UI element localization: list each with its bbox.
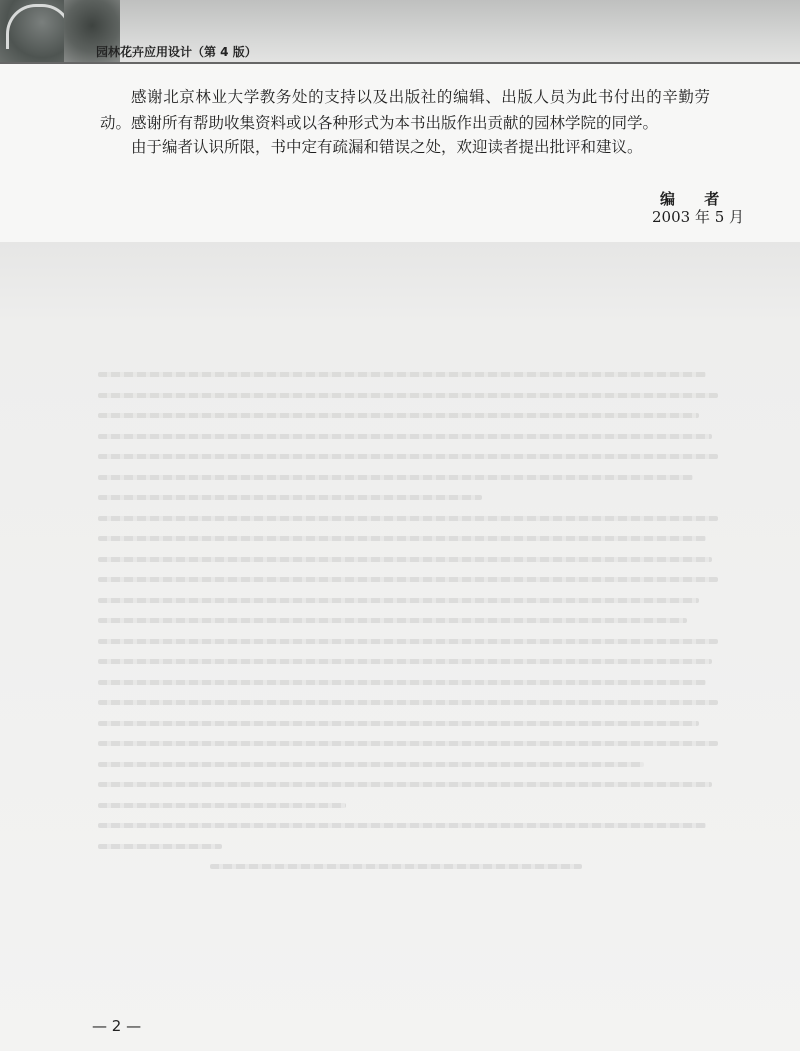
book-title: 园林花卉应用设计（第 4 版）	[96, 45, 257, 59]
signature-author: 编 者	[660, 190, 732, 208]
disclaimer-paragraph: 由于编者认识所限，书中定有疏漏和错误之处，欢迎读者提出批评和建议。	[131, 138, 643, 156]
header-divider	[0, 62, 800, 64]
page-header	[0, 0, 800, 64]
signature-date: 2003 年 5 月	[652, 208, 745, 226]
arch-shape	[6, 4, 72, 49]
page-number: — 2 —	[92, 1017, 142, 1035]
acknowledgement-paragraph: 感谢北京林业大学教务处的支持以及出版社的编辑、出版人员为此书付出的辛勤劳动。感谢所有帮助收集资料或以各种形式为本书出版作出贡献的园林学院的同学。	[100, 88, 710, 132]
show-through-text	[98, 372, 718, 885]
